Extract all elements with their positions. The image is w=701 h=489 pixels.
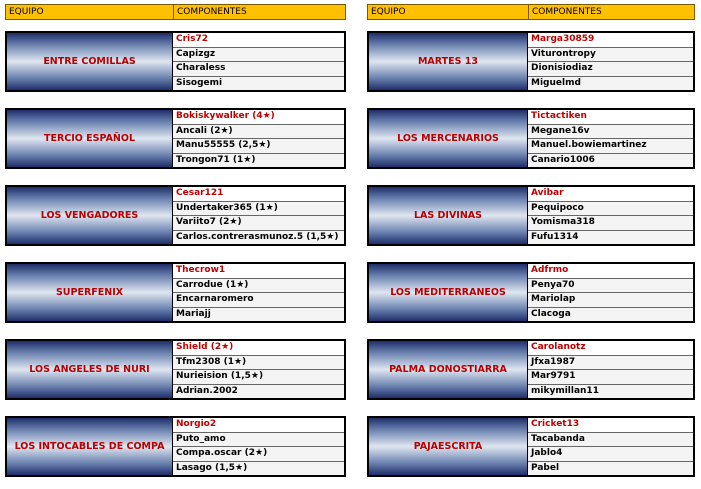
team-row <box>5 108 346 169</box>
team-captain: Cris72 <box>173 33 344 48</box>
team-member: Dionisiodiaz <box>528 62 693 77</box>
team-members <box>528 110 693 167</box>
team-member: Fufu1314 <box>528 231 693 245</box>
team-members <box>528 341 693 398</box>
team-name: PAJAESCRITA <box>369 418 528 475</box>
team-row <box>367 185 695 246</box>
header-members: COMPONENTES <box>532 7 602 17</box>
team-member: Compa.oscar (2★) <box>173 447 344 462</box>
team-member: Ancali (2★) <box>173 125 344 140</box>
team-member: Charaless <box>173 62 344 77</box>
team-row <box>5 262 346 323</box>
team-member: Tfm2308 (1★) <box>173 356 344 371</box>
team-member: Carlos.contrerasmunoz.5 (1,5★) <box>173 231 344 245</box>
team-member: Miguelmd <box>528 77 693 91</box>
team-members <box>173 341 344 398</box>
team-member: Undertaker365 (1★) <box>173 202 344 217</box>
team-member: Sisogemi <box>173 77 344 91</box>
team-members <box>173 264 344 321</box>
team-name: LOS MEDITERRANEOS <box>369 264 528 321</box>
team-member: Encarnaromero <box>173 293 344 308</box>
team-captain: Carolanotz <box>528 341 693 356</box>
team-member: Adrian.2002 <box>173 385 344 399</box>
team-name: LOS MERCENARIOS <box>369 110 528 167</box>
team-name: LOS VENGADORES <box>7 187 173 244</box>
team-name: ENTRE COMILLAS <box>7 33 173 90</box>
team-name: MARTES 13 <box>369 33 528 90</box>
team-member: Manu55555 (2,5★) <box>173 139 344 154</box>
team-captain: Bokiskywalker (4★) <box>173 110 344 125</box>
team-members <box>173 418 344 475</box>
team-member: Variito7 (2★) <box>173 216 344 231</box>
team-captain: Marga30859 <box>528 33 693 48</box>
left-column <box>5 4 346 473</box>
team-name: PALMA DONOSTIARRA <box>369 341 528 398</box>
team-captain: Adfrmo <box>528 264 693 279</box>
team-member: Clacoga <box>528 308 693 322</box>
header-team: EQUIPO <box>6 5 174 19</box>
team-members <box>528 418 693 475</box>
team-name: LOS INTOCABLES DE COMPA <box>7 418 173 475</box>
right-column <box>367 4 695 473</box>
team-row <box>5 31 346 92</box>
team-name: LOS ANGELES DE NURI <box>7 341 173 398</box>
team-member: Pabel <box>528 462 693 476</box>
team-captain: Norgio2 <box>173 418 344 433</box>
team-row <box>5 416 346 477</box>
team-members <box>528 187 693 244</box>
team-member: Nurieision (1,5★) <box>173 370 344 385</box>
team-captain: Tictactiken <box>528 110 693 125</box>
header-team: EQUIPO <box>368 5 529 19</box>
team-member: Tacabanda <box>528 433 693 448</box>
table-header <box>5 4 346 20</box>
team-member: Pequipoco <box>528 202 693 217</box>
team-members <box>173 110 344 167</box>
team-member: Penya70 <box>528 279 693 294</box>
team-member: Jablo4 <box>528 447 693 462</box>
team-captain: Thecrow1 <box>173 264 344 279</box>
team-members <box>528 264 693 321</box>
team-member: Lasago (1,5★) <box>173 462 344 476</box>
team-name: TERCIO ESPAÑOL <box>7 110 173 167</box>
team-member: Trongon71 (1★) <box>173 154 344 168</box>
team-captain: Cricket13 <box>528 418 693 433</box>
team-row <box>5 339 346 400</box>
team-member: Manuel.bowiemartinez <box>528 139 693 154</box>
team-row <box>367 108 695 169</box>
team-member: Jfxa1987 <box>528 356 693 371</box>
team-members <box>173 33 344 90</box>
team-members <box>173 187 344 244</box>
team-row <box>367 416 695 477</box>
team-row <box>367 262 695 323</box>
team-member: Mariajj <box>173 308 344 322</box>
team-member: Yomisma318 <box>528 216 693 231</box>
team-name: LAS DIVINAS <box>369 187 528 244</box>
header-members: COMPONENTES <box>177 7 247 17</box>
team-member: Mar9791 <box>528 370 693 385</box>
team-row <box>5 185 346 246</box>
team-member: Viturontropy <box>528 48 693 63</box>
table-header <box>367 4 695 20</box>
team-members <box>528 33 693 90</box>
team-member: Carrodue (1★) <box>173 279 344 294</box>
team-member: Puto_amo <box>173 433 344 448</box>
team-member: Canario1006 <box>528 154 693 168</box>
team-member: Mariolap <box>528 293 693 308</box>
team-name: SUPERFENIX <box>7 264 173 321</box>
team-member: mikymillan11 <box>528 385 693 399</box>
team-member: Capizgz <box>173 48 344 63</box>
team-captain: Cesar121 <box>173 187 344 202</box>
team-captain: Avibar <box>528 187 693 202</box>
team-row <box>367 339 695 400</box>
team-row <box>367 31 695 92</box>
team-member: Megane16v <box>528 125 693 140</box>
team-captain: Shield (2★) <box>173 341 344 356</box>
